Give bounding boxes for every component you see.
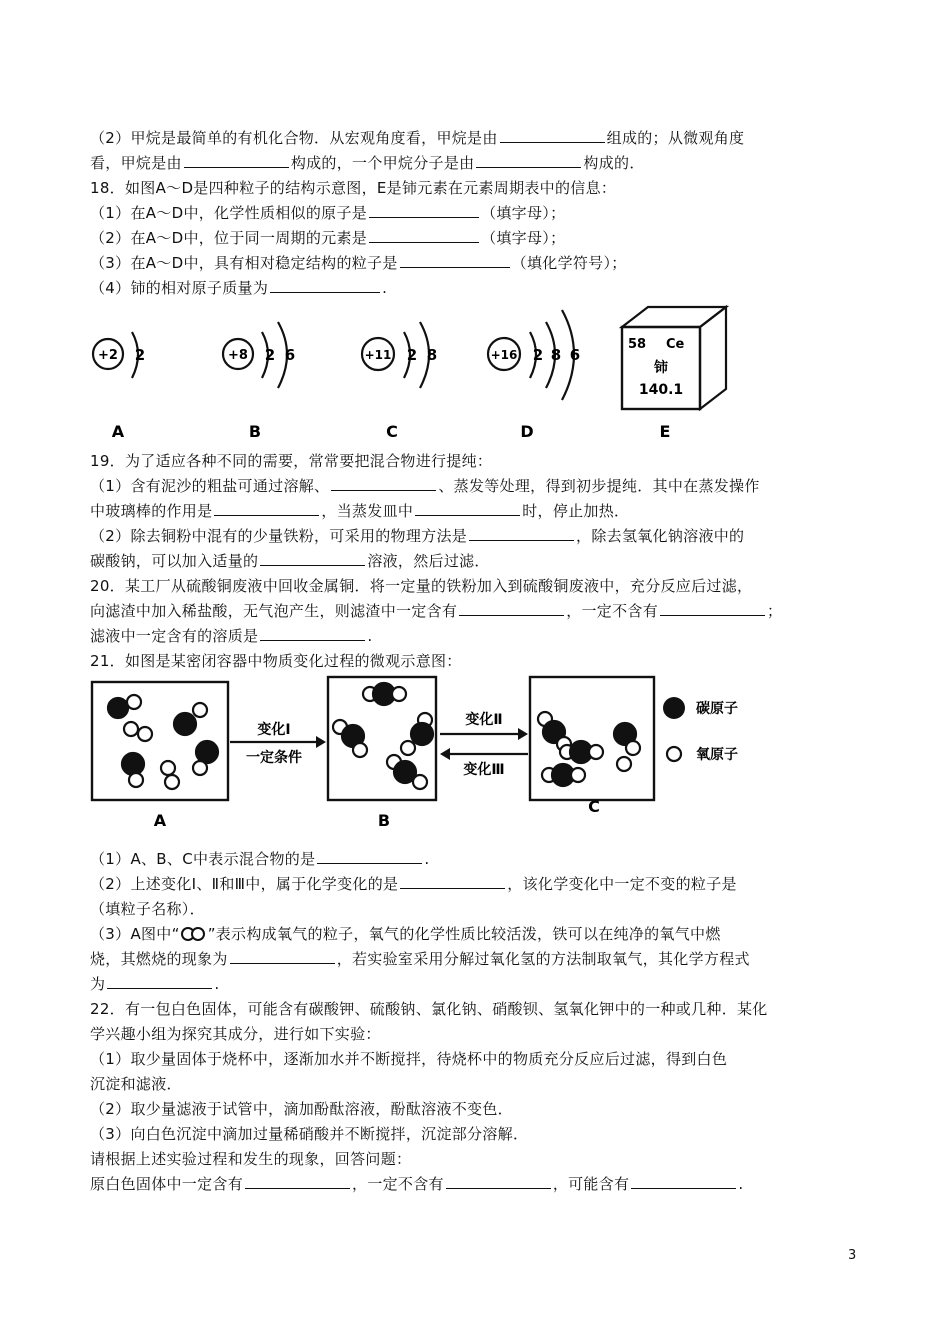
page-number: 3 [848,1248,857,1263]
text: （填字母）； [481,229,566,247]
answer-blank[interactable] [184,151,289,168]
q21-part-3-line-2 [90,947,870,971]
text: （2）在A～D中，位于同一周期的元素是 [90,229,368,247]
answer-blank[interactable] [459,599,564,616]
answer-blank[interactable] [500,126,605,143]
text: ，除去氢氧化钠溶液中的 [576,527,745,545]
atomic-mass: 140.1 [638,382,684,398]
text: 溶液，然后过滤． [367,552,490,570]
q22-line-2: 学兴趣小组为探究其成分，进行如下实验： [90,1025,381,1043]
text: （1）A、B、C中表示混合物的是 [90,850,316,868]
atom-label: D [520,422,534,441]
text: 中玻璃棒的作用是 [90,502,213,520]
q21-part-2-line-1 [90,872,870,896]
q19-part-2-line-2 [90,549,870,573]
answer-blank[interactable] [415,499,520,516]
text: ”表示构成氧气的粒子，氧气的化学性质比较活泼，铁可以在纯净的氧气中燃 [207,925,721,943]
answer-blank[interactable] [260,549,365,566]
q19-part-1-line-1 [90,474,870,498]
element-label: E [659,422,671,441]
legend-carbon-label: 碳原子 [696,701,738,717]
text: . [382,279,388,297]
q17-line-2 [90,151,870,175]
q17-line-1 [90,126,870,150]
text: ，一定不含有 [352,1175,444,1193]
answer-blank[interactable] [400,872,505,889]
answer-blank[interactable] [400,251,510,268]
text: 向滤渣中加入稀盐酸，无气泡产生，则滤渣中一定含有 [90,602,458,620]
box-a-label: A [153,811,167,830]
q22-line-6: （3）向白色沉淀中滴加过量稀硝酸并不断搅拌，沉淀部分溶解． [90,1125,529,1143]
legend-oxygen-label: 氧原子 [696,747,738,763]
answer-blank[interactable] [469,524,574,541]
text: . [214,975,220,993]
text: 碳酸钠，可以加入适量的 [90,552,259,570]
shell-electrons: 8 [550,346,562,364]
answer-blank[interactable] [214,499,319,516]
answer-blank[interactable] [446,1172,551,1189]
text: （3）在A～D中，具有相对稳定结构的粒子是 [90,254,398,272]
text: 看，甲烷是由 [90,154,182,172]
shell-electrons: 8 [426,346,438,364]
oxygen-atom-icon [667,747,681,761]
micro-change-diagram [88,672,753,832]
text: （3）A图中“ [90,925,180,943]
condition-label: 一定条件 [246,750,302,766]
q22-line-1: 22．有一包白色固体，可能含有碳酸钾、硫酸钠、氯化钠、硝酸钡、氢氧化钾中的一种或几种．某化 [90,1000,768,1018]
q21-stem: 21．如图是某密闭容器中物质变化过程的微观示意图： [90,652,462,670]
nucleus-charge: +2 [98,348,118,363]
atom-label: B [248,422,262,441]
q19-part-2-line-1 [90,524,870,548]
q21-part-2-line-2: （填粒子名称）． [90,900,205,918]
answer-blank[interactable] [369,226,479,243]
text: ； [767,602,783,620]
shell-electrons: 2 [532,346,544,364]
q21-part-1 [90,847,870,871]
text: 时，停止加热． [522,502,630,520]
text: . [738,1175,744,1193]
q22-line-8 [90,1172,870,1196]
text: 为 [90,975,106,993]
q20-line-1: 20．某工厂从硫酸铜废液中回收金属铜．将一定量的铁粉加入到硫酸铜废液中，充分反应后过滤， [90,577,753,595]
text: （2）上述变化Ⅰ、Ⅱ和Ⅲ中，属于化学变化的是 [90,875,399,893]
answer-blank[interactable] [260,624,365,641]
text: ，若实验室采用分解过氧化氢的方法制取氧气，其化学方程式 [336,950,750,968]
q22-line-3: （1）取少量固体于烧杯中，逐渐加水并不断搅拌，待烧杯中的物质充分反应后过滤，得到白色 [90,1050,728,1068]
q18-part-2 [90,226,870,250]
element-symbol: Ce [666,337,685,352]
text: 组成的；从微观角度 [606,129,745,147]
change-1-label: 变化Ⅰ [257,722,291,738]
shell-electrons: 2 [406,346,418,364]
text: 、蒸发等处理，得到初步提纯．其中在蒸发操作 [438,477,760,495]
answer-blank[interactable] [476,151,581,168]
answer-blank[interactable] [660,599,765,616]
nucleus-charge: +8 [228,348,248,363]
atom-a [93,332,145,441]
text: . [367,627,373,645]
answer-blank[interactable] [270,276,380,293]
text: （1）在A～D中，化学性质相似的原子是 [90,204,368,222]
box-b-label: B [377,811,391,830]
carbon-atom-icon [663,697,685,719]
atom-label: A [111,422,125,441]
text: ，当蒸发皿中 [321,502,414,520]
shell-electrons: 6 [569,346,581,364]
text: 烧，其燃烧的现象为 [90,950,228,968]
text: （填化学符号）； [511,254,627,272]
q20-line-2 [90,599,870,623]
q18-part-1 [90,201,870,225]
atomic-number: 58 [628,337,647,352]
answer-blank[interactable] [107,972,212,989]
box-c-label: C [588,797,600,816]
shell-electrons: 6 [284,346,296,364]
text: 滤液中一定含有的溶质是 [90,627,259,645]
text: 原白色固体中一定含有 [90,1175,244,1193]
text: ，一定不含有 [566,602,659,620]
q19-stem: 19．为了适应各种不同的需要，常常要把混合物进行提纯： [90,452,493,470]
text: ，可能含有 [552,1175,630,1193]
nucleus-charge: +16 [490,348,518,362]
atom-d [488,310,580,441]
q22-line-7: 请根据上述实验过程和发生的现象，回答问题： [90,1150,412,1168]
atom-label: C [386,422,398,441]
text: （填字母）； [481,204,566,222]
shell-electrons: 2 [134,346,146,364]
atom-structures-figure [80,302,770,447]
element-cell-cerium [622,307,726,441]
q18-part-4 [90,276,870,300]
text: （4）铈的相对原子质量为 [90,279,269,297]
element-name: 铈 [654,360,668,376]
change-3-label: 变化Ⅲ [463,762,505,778]
answer-blank[interactable] [331,474,436,491]
text: （1）含有泥沙的粗盐可通过溶解、 [90,477,330,495]
nucleus-charge: +11 [364,348,392,362]
q21-part-3-line-3 [90,972,870,996]
text: 构成的． [583,154,645,172]
q19-part-1-line-2 [90,499,870,523]
q18-part-3 [90,251,870,275]
text: （2）甲烷是最简单的有机化合物．从宏观角度看，甲烷是由 [90,129,498,147]
answer-blank[interactable] [369,201,479,218]
answer-blank[interactable] [230,947,335,964]
text: . [424,850,430,868]
change-2-label: 变化Ⅱ [465,712,503,728]
q22-line-4: 沉淀和滤液． [90,1075,182,1093]
atom-b [223,322,295,441]
oxygen-molecule-icon [180,926,208,942]
q21-part-3-line-1 [90,922,870,946]
shell-electrons: 2 [264,346,276,364]
q20-line-3 [90,624,870,648]
text: 构成的，一个甲烷分子是由 [290,154,475,172]
text: ，该化学变化中一定不变的粒子是 [507,875,737,893]
answer-blank[interactable] [317,847,422,864]
q18-stem: 18．如图A～D是四种粒子的结构示意图，E是铈元素在元素周期表中的信息： [90,179,617,197]
q22-line-5: （2）取少量滤液于试管中，滴加酚酞溶液，酚酞溶液不变色． [90,1100,513,1118]
answer-blank[interactable] [631,1172,736,1189]
text: （2）除去铜粉中混有的少量铁粉，可采用的物理方法是 [90,527,468,545]
answer-blank[interactable] [245,1172,350,1189]
atom-c [362,322,437,441]
